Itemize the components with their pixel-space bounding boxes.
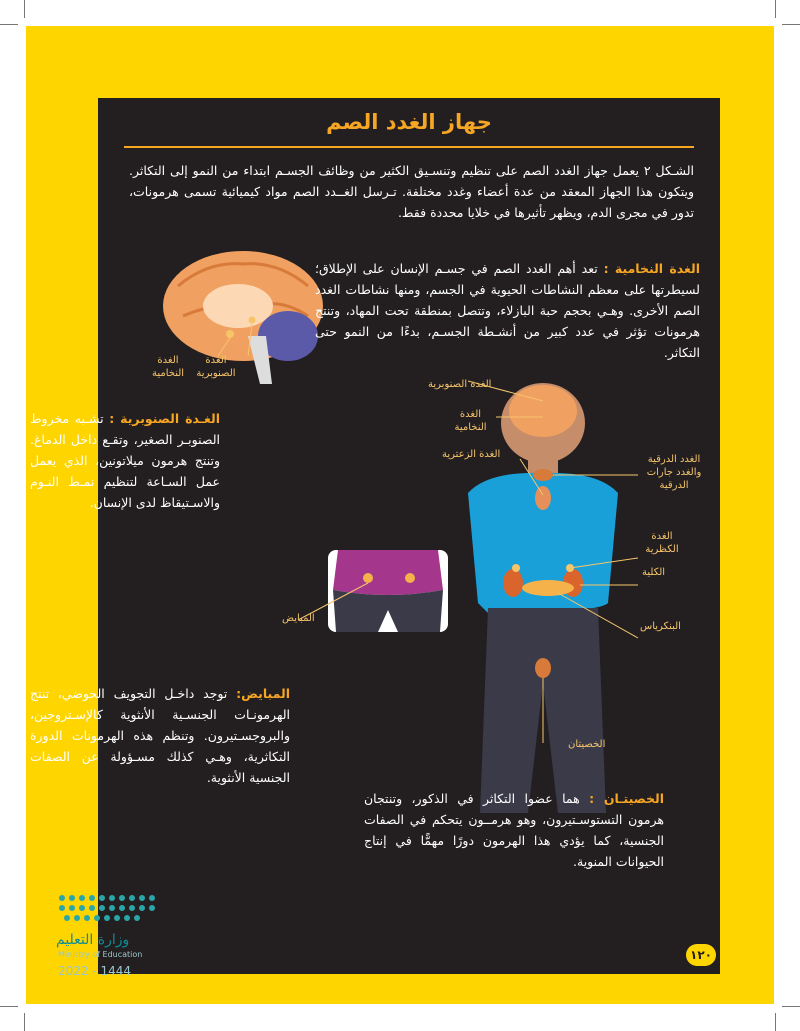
pituitary-text: تعد أهم الغدد الصم في جسـم الإنسان على الإطلاق؛ لسيطرتها على معظم النشاطات الحيوية في الجسم، ومنها نشاطات الغدد الصم الأخرى. وهـي بحجم حبة البازلاء، وتتصل بمنطقة تحت المهاد، وتنتج هرمونات تؤثر في عدد كبير من أنشـطة الجسـم، بدءًا من النمو حتى التكاثر. (315, 261, 700, 360)
brain-inner (203, 284, 273, 328)
page-number: ١٢٠ (686, 944, 716, 966)
crop-mark (24, 0, 25, 18)
testes-heading: الخصيتـان : (589, 791, 665, 806)
body-label-thyroid: الغدد الدرقية والغدد جارات الدرقية (646, 454, 702, 491)
ovaries-inset (328, 550, 448, 632)
testes-text: هما عضوا التكاثر في الذكور، وتنتجان هرمون التستوسـتيرون، وهو هرمــون يتحكم في الصفات الجنسية، كما يؤدي هذا الهرمون دورًا مهمًّا في إنتاج الحيوانات المنوية. (364, 791, 664, 869)
pituitary-heading: الغدة النخامية : (603, 261, 701, 276)
ovaries-paragraph (30, 683, 290, 788)
testes-gland (535, 658, 551, 678)
body-label-adrenal: الغدة الكظرية (645, 531, 679, 555)
logo-dots-icon (56, 890, 166, 926)
body-label-pineal: الغدة الصنوبرية (428, 379, 492, 390)
body-label-kidney: الكلية (642, 567, 666, 578)
pancreas-gland (522, 580, 574, 596)
pineal-heading: الغـدة الصنوبرية : (109, 411, 220, 426)
ovaries-text: توجد داخـل التجويف الحوضي، تنتج الهرمونـات الجنسـية الأنثوية كالإسـتروجين، والبروجسـتيرون. وتنظم هذه الهرمونات الدورة التكاثرية، وهـي كذلك مسـؤولة عن الصفات الجنسية الأنثوية. (30, 686, 290, 785)
crop-mark (775, 0, 776, 18)
inset-shirt (333, 550, 443, 595)
pineal-paragraph (30, 408, 220, 513)
brain-in-head (509, 385, 577, 437)
crop-mark (782, 1006, 800, 1007)
pituitary-paragraph (315, 258, 700, 363)
body-label-thymus: الغدة الزعترية (442, 449, 501, 460)
title-divider (124, 146, 694, 148)
thyroid-gland (533, 469, 553, 481)
logo-arabic-name: وزارة التعليم (56, 932, 130, 948)
crop-mark (782, 24, 800, 25)
ovary-gland (405, 573, 415, 583)
ministry-logo (56, 890, 166, 978)
crop-mark (0, 24, 18, 25)
crop-mark (0, 1006, 18, 1007)
thymus-gland (535, 486, 551, 510)
logo-year: 2022 - 1444 (58, 964, 132, 978)
ovaries-heading: المبايض: (236, 686, 290, 701)
ovary-gland (363, 573, 373, 583)
body-label-pancreas: البنكرياس (640, 621, 681, 632)
page-title: جهاز الغدد الصم (326, 110, 492, 134)
crop-mark (775, 1013, 776, 1031)
inset-label-ovaries: المبايض (282, 613, 315, 624)
intro-paragraph: الشـكل ٢ يعمل جهاز الغدد الصم على تنظيم وتنسـيق الكثير من وظائف الجسـم ابتداء من النمو إلى التكاثر. ويتكون هذا الجهاز المعقد من عدة أعضاء وغدد مختلفة. تـرسل الغــدد الصم مواد كيميائية تسمى هرمونات، تدور في مجرى الدم، ويظهر تأثيرها في خلايا محددة فقط. (129, 163, 694, 220)
adrenal-gland (512, 564, 520, 572)
left-kidney (503, 569, 523, 597)
pineal-text: تشـبه مخروط الصنوبـر الصغير، وتقـع داخل الدماغ. وتنتج هرمون ميلاتونين، الذي يعمل عمل السـاعة لتنظيم نمـط النـوم والاسـتيقاظ لدى الإنسان. (30, 411, 220, 510)
body-label-testes: الخصيتان (568, 739, 606, 750)
brain-label-pineal: الغدة الصنوبرية (196, 355, 236, 379)
crop-mark (24, 1013, 25, 1031)
logo-english-name: Ministry of Education (58, 950, 143, 959)
pineal-dot (249, 317, 256, 324)
brain-label-pituitary: الغدة النخامية (151, 355, 185, 379)
body-label-pituitary: الغدة النخامية (454, 409, 487, 433)
testes-paragraph (364, 788, 664, 872)
pituitary-dot (226, 330, 234, 338)
